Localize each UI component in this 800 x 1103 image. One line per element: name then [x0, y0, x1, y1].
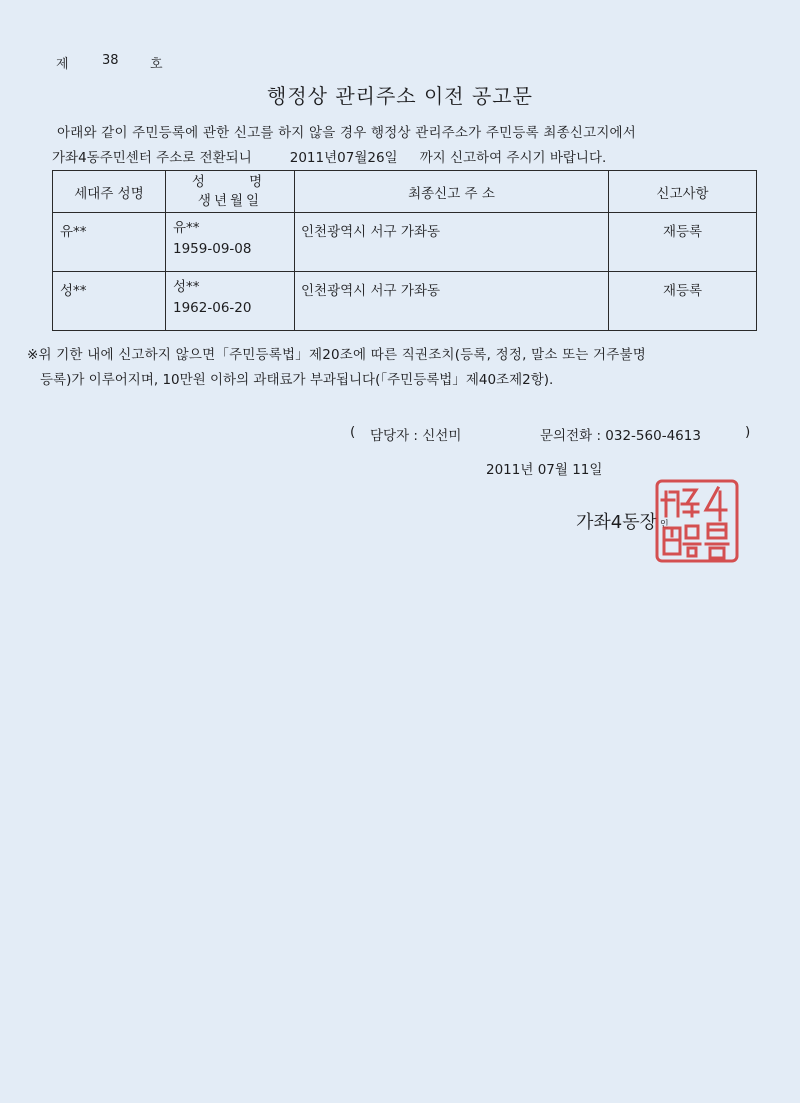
page-title: 행정상 관리주소 이전 공고문 — [267, 84, 533, 108]
name-birth-cell — [166, 213, 295, 272]
issue-date: 2011년 07월 11일 — [486, 462, 603, 478]
person-name: 성** — [173, 279, 200, 295]
name-birth-cell — [166, 272, 295, 331]
header-birth: 생년월일 — [197, 192, 263, 209]
table-row — [53, 213, 757, 272]
householder-cell: 유** — [53, 213, 166, 272]
legal-notice-line-1: ※위 기한 내에 신고하지 않으면「주민등록법」제20조에 따른 직권조치(등록, 정정, 말소 또는 거주불명 — [27, 347, 647, 363]
header-name: 성 명 — [191, 173, 283, 190]
intro-line-2-text: 가좌4동주민센터 주소로 전환되니 — [52, 150, 252, 166]
contact-manager: 담당자 : 신선미 — [370, 428, 462, 444]
report-cell: 재등록 — [609, 272, 757, 331]
birth-date: 1962-06-20 — [173, 300, 252, 316]
official-seal-stamp — [654, 478, 740, 564]
table-header-row — [53, 171, 757, 213]
seal-mark: 인 — [660, 519, 669, 530]
header-name-birth — [166, 171, 295, 213]
header-report: 신고사항 — [609, 171, 757, 213]
contact-phone: 문의전화 : 032-560-4613 — [540, 428, 701, 444]
contact-open-paren: ( — [350, 424, 356, 440]
doc-number-value: 38 — [102, 53, 119, 68]
table-row — [53, 272, 757, 331]
notice-table — [52, 170, 757, 331]
householder-cell: 성** — [53, 272, 166, 331]
doc-number-prefix: 제 — [56, 57, 69, 72]
address-cell: 인천광역시 서구 가좌동 — [295, 272, 609, 331]
header-householder: 세대주 성명 — [53, 171, 166, 213]
contact-close-paren: ) — [745, 424, 751, 440]
intro-tail: 까지 신고하여 주시기 바랍니다. — [419, 150, 607, 166]
birth-date: 1959-09-08 — [173, 241, 252, 257]
header-address: 최종신고 주 소 — [295, 171, 609, 213]
legal-notice-line-2: 등록)가 이루어지며, 10만원 이하의 과태료가 부과됩니다(「주민등록법」제40조제2항). — [40, 372, 554, 388]
address-cell: 인천광역시 서구 가좌동 — [295, 213, 609, 272]
deadline-date: 2011년07월26일 — [289, 150, 398, 166]
intro-line-1: 아래와 같이 주민등록에 관한 신고를 하지 않을 경우 행정상 관리주소가 주민등록 최종신고지에서 — [57, 125, 637, 141]
person-name: 유** — [173, 220, 200, 236]
intro-line-2 — [52, 146, 606, 166]
doc-number-suffix: 호 — [150, 57, 163, 72]
report-cell: 재등록 — [609, 213, 757, 272]
signer-title: 가좌4동장 — [576, 512, 658, 533]
